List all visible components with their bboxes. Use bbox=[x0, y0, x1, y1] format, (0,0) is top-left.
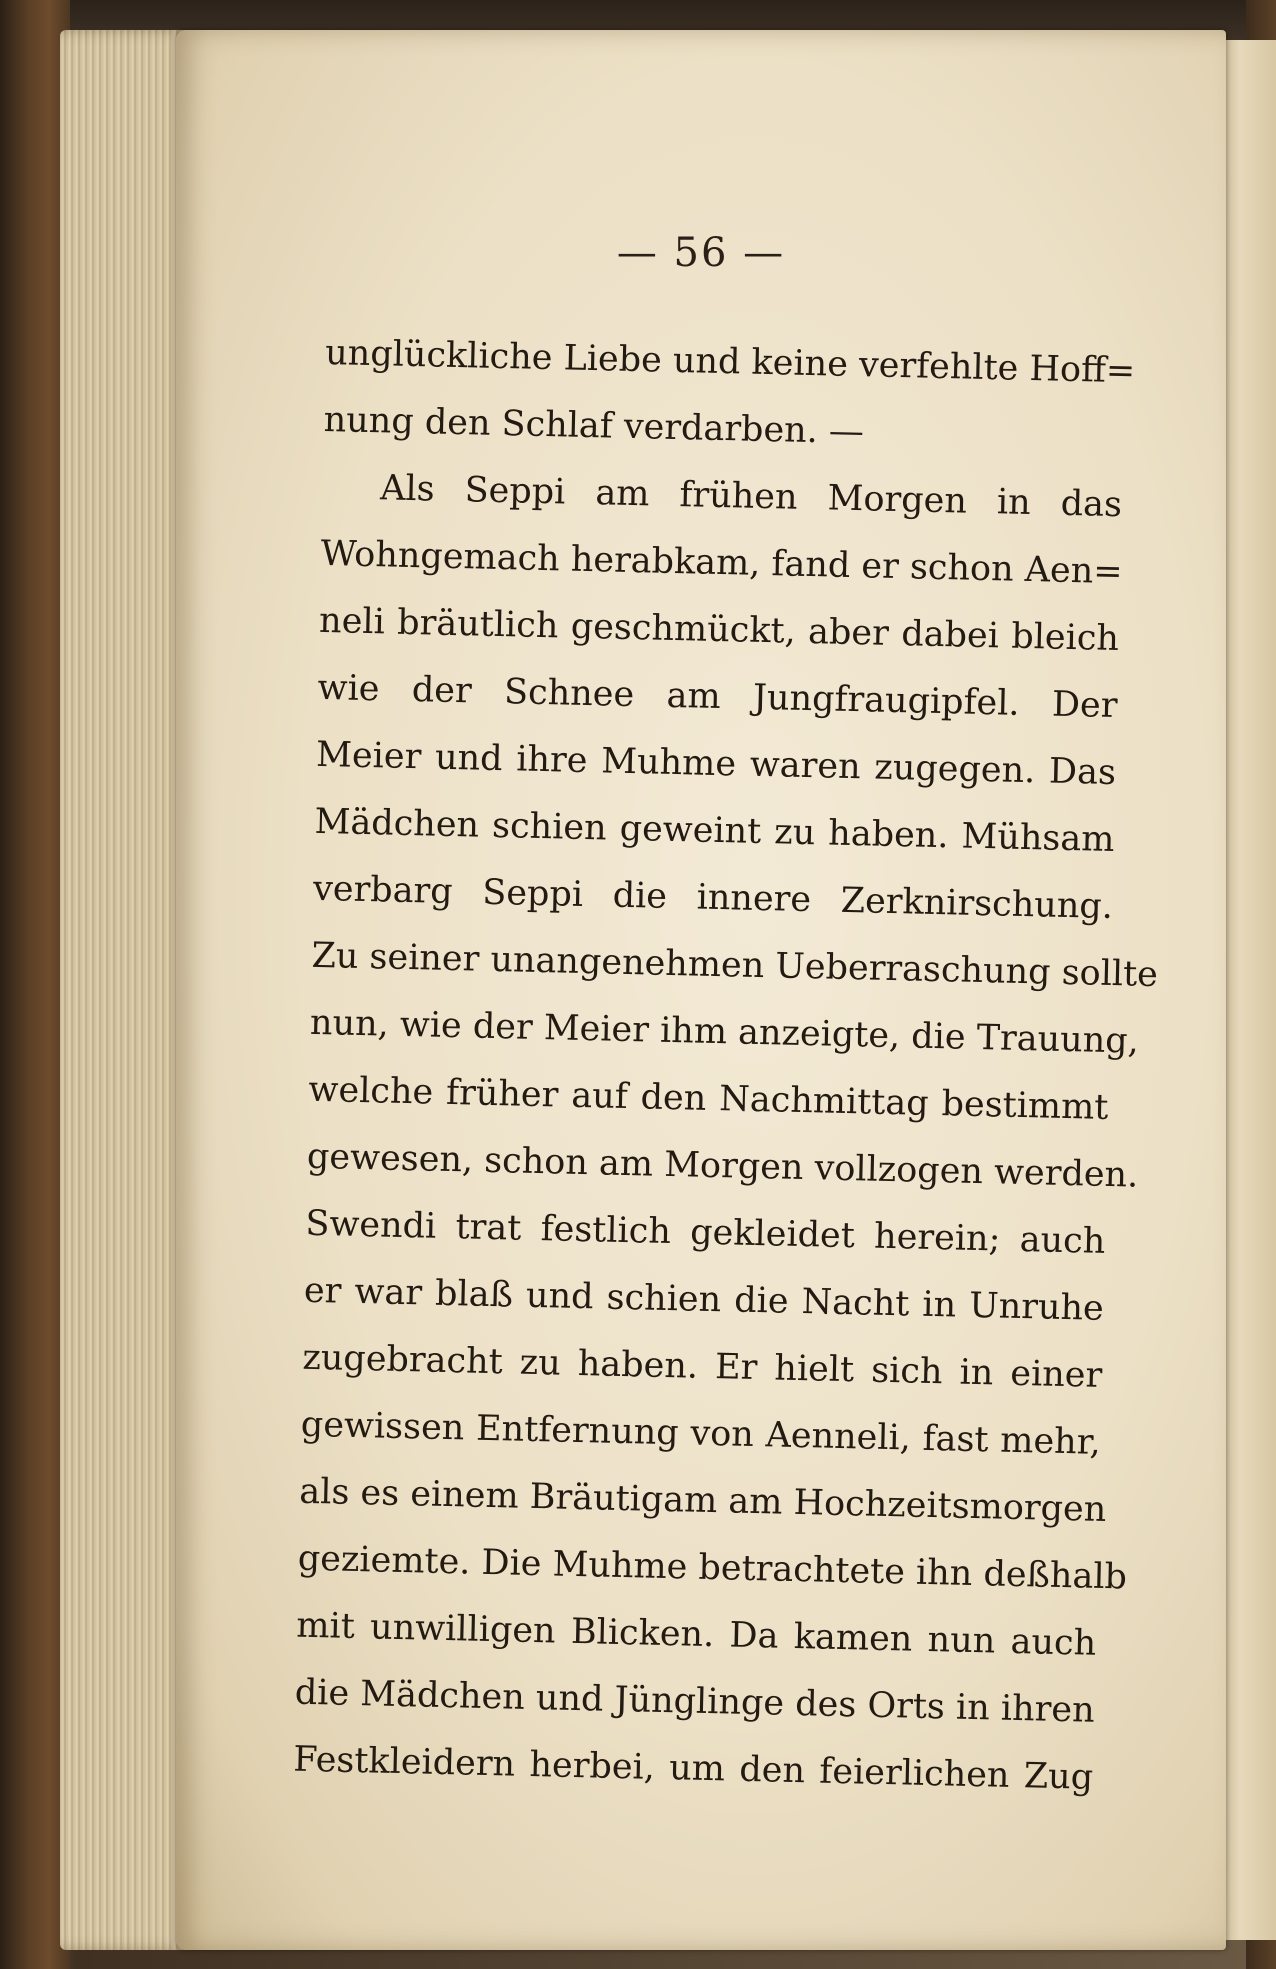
text-line: Meier und ihre Muhme waren zugegen. Das bbox=[315, 734, 1117, 794]
text-line: nun, wie der Meier ihm anzeigte, die Trauung, bbox=[309, 1002, 1140, 1062]
text-line: Zu seiner unangenehmen Ueberraschung sollte bbox=[311, 935, 1159, 996]
page-number: — 56 — bbox=[616, 230, 786, 276]
page-edges bbox=[60, 30, 190, 1950]
text-line: die Mädchen und Jünglinge des Orts in ihren bbox=[294, 1672, 1096, 1731]
text-line: Wohngemach herabkam, fand er schon Aen= bbox=[320, 533, 1124, 593]
text-line: welche früher auf den Nachmittag bestimmt bbox=[308, 1069, 1109, 1128]
text-line: Als Seppi am frühen Morgen in das bbox=[379, 468, 1123, 526]
text-line: nung den Schlaf verdarben. — bbox=[323, 399, 865, 453]
text-line: er war blaß und schien die Nacht in Unruhe bbox=[303, 1270, 1105, 1329]
text-line: geziemte. Die Muhme betrachtete ihn deßhalb bbox=[297, 1538, 1128, 1598]
page-text bbox=[292, 320, 1159, 1812]
text-line: Mädchen schien geweint zu haben. Mühsam bbox=[314, 801, 1115, 861]
text-line: wie der Schnee am Jungfraugipfel. Der bbox=[317, 667, 1118, 727]
text-line: neli bräutlich geschmückt, aber dabei bleich bbox=[318, 600, 1120, 660]
text-line: gewesen, schon am Morgen vollzogen werden. bbox=[306, 1136, 1139, 1196]
text-line: unglückliche Liebe und keine verfehlte Hoff= bbox=[324, 332, 1136, 392]
text-line: mit unwilligen Blicken. Da kamen nun auch bbox=[295, 1605, 1097, 1664]
book-page bbox=[176, 30, 1226, 1950]
text-line: als es einem Bräutigam am Hochzeitsmorgen bbox=[298, 1471, 1107, 1531]
text-line: verbarg Seppi die innere Zerknirschung. bbox=[312, 868, 1114, 927]
text-line: Festkleidern herbei, um den feierlichen Zug bbox=[292, 1739, 1094, 1798]
text-line: gewissen Entfernung von Aenneli, fast mehr, bbox=[300, 1404, 1102, 1463]
text-line: zugebracht zu haben. Er hielt sich in einer bbox=[301, 1337, 1103, 1396]
text-line: Swendi trat festlich gekleidet herein; auch bbox=[305, 1203, 1106, 1262]
